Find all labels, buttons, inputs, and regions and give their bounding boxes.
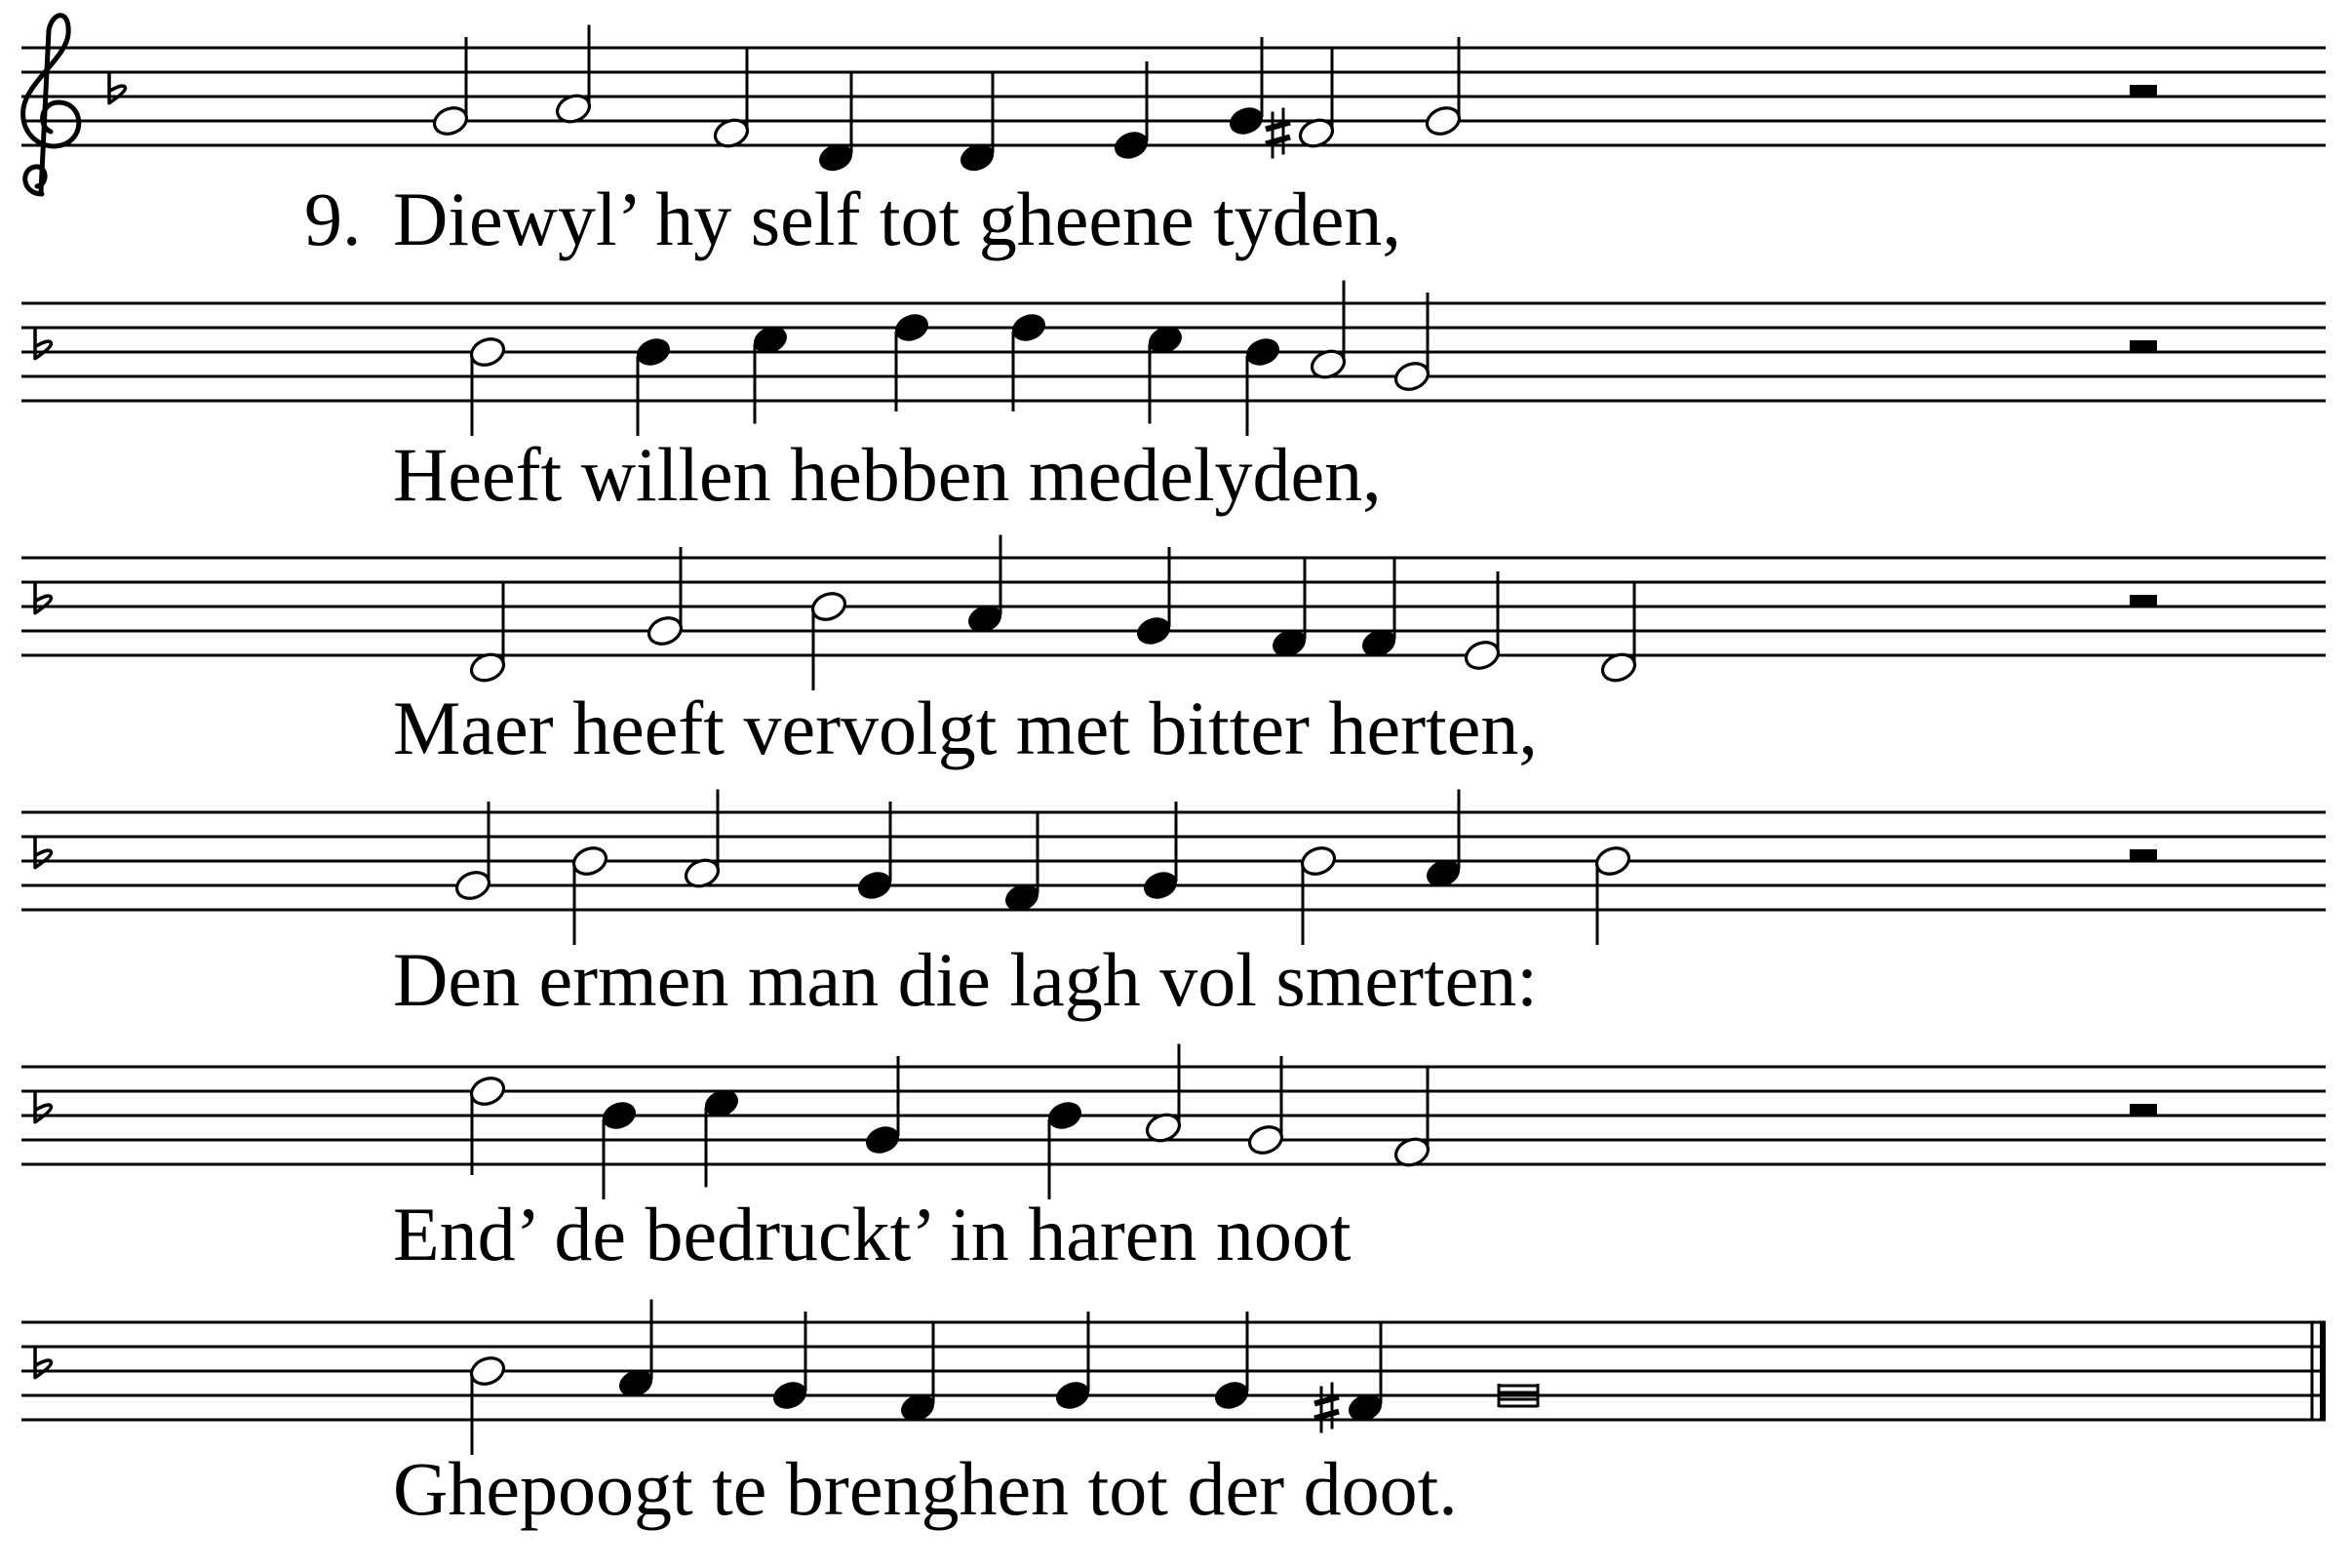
flat-accidental [35,1090,52,1122]
flat-accidental [35,836,52,868]
quarter-note [600,1098,640,1133]
half-rest [2130,1104,2157,1116]
lyric-line: Den ermen man die lagh vol smerten: [393,937,1538,1022]
lyric-line: Maer heeft vervolgt met bitter herten, [393,686,1538,770]
quarter-note [634,334,674,370]
flat-accidental [35,1346,52,1378]
half-note [646,613,686,648]
half-rest [2130,595,2157,607]
quarter-note [1227,103,1267,138]
lyric-line: Diewyl’ hy self tot gheene tyden, [393,176,1401,261]
quarter-note [892,310,932,345]
quarter-note [1053,1378,1093,1413]
quarter-note [1243,334,1283,370]
flat-accidental [35,581,52,613]
sharp-bar [1314,1412,1339,1419]
half-note [1392,359,1432,394]
half-note [1246,1122,1286,1157]
quarter-note [1045,1098,1085,1133]
quarter-note [770,1378,810,1413]
sharp-bar [1314,1397,1339,1404]
quarter-note [1112,128,1152,163]
half-rest [2130,85,2157,97]
half-note [468,334,508,370]
half-note [1593,843,1633,879]
lyric-line: Heeft willen hebben medelyden, [393,432,1382,517]
sharp-bar [1266,137,1290,144]
quarter-note [1141,868,1181,903]
flat-accidental [35,327,52,359]
quarter-note [855,868,895,903]
quarter-note [1212,1378,1252,1413]
half-note [468,1074,508,1109]
half-note [1463,638,1503,673]
lyric-line: End’ de bedruckt’ in haren noot [393,1192,1352,1276]
half-note [1424,103,1464,138]
verse-number: 9. [304,176,362,261]
half-note [468,1353,508,1389]
flat-accidental [109,71,126,103]
half-rest [2130,849,2157,861]
half-rest [2130,340,2157,352]
half-note [1299,843,1339,879]
half-note [809,589,849,624]
half-note [570,843,610,879]
half-note [431,103,471,138]
quarter-note [1134,613,1174,648]
lyric-line: Ghepoogt te brenghen tot der doot. [393,1446,1458,1531]
half-note [453,868,493,903]
sharp-bar [1266,123,1290,130]
quarter-note [863,1122,903,1157]
treble-clef [23,16,79,194]
quarter-note [1009,310,1049,345]
